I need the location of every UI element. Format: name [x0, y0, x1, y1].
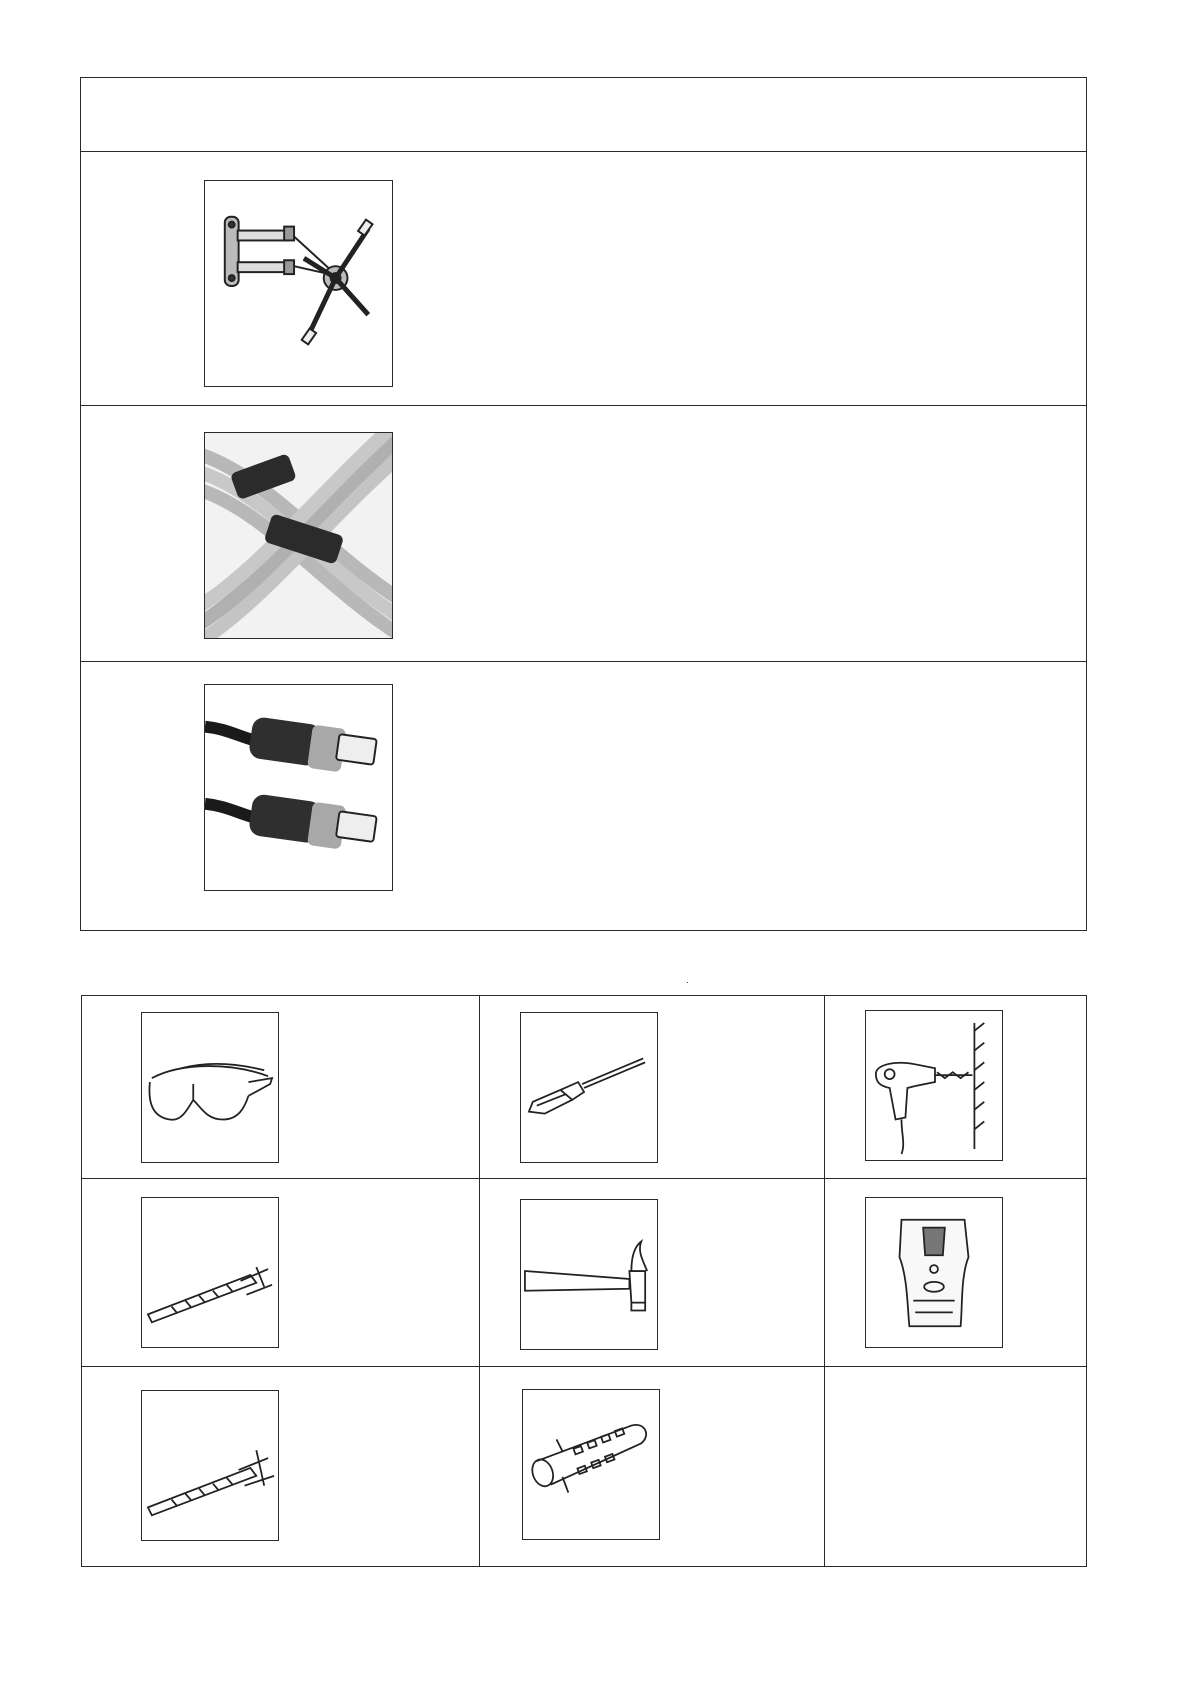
drill-bit-icon — [141, 1390, 279, 1541]
tool-label — [290, 1390, 470, 1541]
tools-row-divider — [81, 1178, 1087, 1179]
hdmi-cables-icon — [204, 684, 393, 891]
tools-row-divider — [81, 1366, 1087, 1367]
tool-label — [290, 1012, 470, 1163]
screwdriver-icon — [520, 1012, 658, 1163]
stud-finder-icon — [865, 1197, 1003, 1348]
contents-table-header — [81, 78, 1086, 151]
tool-label — [668, 1389, 818, 1540]
contents-row-divider — [80, 661, 1087, 662]
wall-anchor-icon — [522, 1389, 660, 1540]
tool-label — [290, 1197, 470, 1348]
hammer-icon — [520, 1199, 658, 1350]
stray-mark — [687, 982, 688, 983]
tv-wall-mount-bracket-icon — [204, 180, 393, 387]
power-drill-icon — [865, 1010, 1003, 1161]
safety-glasses-icon — [141, 1012, 279, 1163]
contents-item-description — [420, 180, 1060, 387]
drill-bit-icon — [141, 1197, 279, 1348]
tool-label — [668, 1012, 818, 1163]
contents-item-description — [420, 684, 1060, 891]
tool-label — [668, 1199, 818, 1350]
cable-tie-straps-icon — [204, 432, 393, 639]
tool-label — [1008, 1197, 1078, 1348]
tools-column-divider — [824, 995, 825, 1567]
tool-label — [1008, 1010, 1078, 1161]
contents-row-divider — [80, 405, 1087, 406]
contents-item-description — [420, 432, 1060, 639]
contents-row-divider — [80, 151, 1087, 152]
empty-tool-cell — [826, 1368, 1086, 1566]
tools-column-divider — [479, 995, 480, 1567]
